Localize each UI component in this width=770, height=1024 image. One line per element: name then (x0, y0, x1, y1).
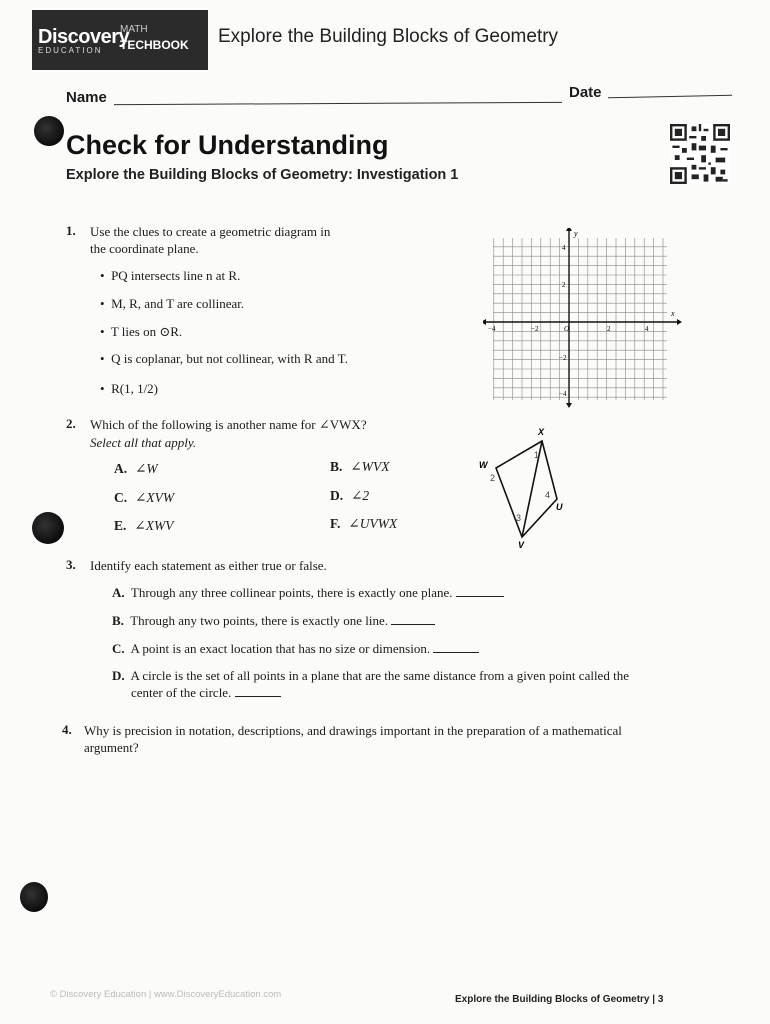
point-label-u: U (556, 502, 563, 512)
coordinate-grid[interactable] (483, 228, 683, 408)
q2-option-c[interactable] (114, 490, 174, 506)
graph-y-tick: −2 (559, 354, 567, 362)
brand-logo (32, 10, 208, 70)
option-text: ∠2 (351, 488, 370, 503)
q1-clue: • T lies on ⊙R. (100, 324, 183, 339)
option-letter: B. (330, 459, 343, 474)
option-text: ∠WVX (350, 459, 390, 474)
header-title: Explore the Building Blocks of Geometry (218, 26, 559, 47)
answer-blank[interactable] (391, 624, 435, 625)
binder-hole-middle (32, 512, 64, 544)
graph-y-tick: −4 (559, 390, 567, 398)
q2-number: 2. (66, 416, 76, 431)
q4-prompt-line2: argument? (84, 740, 139, 755)
graph-x-tick: 4 (645, 325, 649, 333)
statement-text: A point is an exact location that has no size or dimension. (130, 641, 431, 656)
answer-blank[interactable] (235, 696, 281, 697)
answer-blank[interactable] (433, 652, 479, 653)
point-label-w: W (479, 460, 488, 470)
qr-code-icon (670, 124, 730, 184)
angle-label-4: 4 (545, 490, 551, 500)
q2-option-f[interactable] (330, 516, 397, 532)
option-letter: D. (330, 488, 344, 503)
q2-option-a[interactable] (114, 461, 158, 477)
statement-letter: C. (112, 641, 125, 656)
brand-sub: EDUCATION (38, 46, 103, 55)
angle-label-1: 1 (534, 450, 540, 460)
angle-label-2: 2 (490, 473, 496, 483)
q3-statement-d-cont (131, 684, 281, 701)
q2-option-e[interactable] (114, 518, 173, 534)
q1-clue-text: T lies on ⊙R. (110, 324, 183, 339)
option-letter: A. (114, 461, 128, 476)
q4-prompt-line1: Why is precision in notation, descriptions, and drawings important in the preparation of a mathematical (84, 723, 622, 738)
statement-letter: A. (112, 585, 125, 600)
footer-copyright: © Discovery Education | www.DiscoveryEducation.com (50, 989, 282, 1000)
statement-text: Through any three collinear points, there is exactly one plane. (130, 585, 453, 600)
q1-clue: • Q is coplanar, but not collinear, with R and T. (100, 351, 348, 366)
q1-prompt-line1: Use the clues to create a geometric diagram in (90, 224, 331, 239)
point-label-x: X (538, 427, 545, 437)
option-letter: F. (330, 516, 341, 531)
q2-option-d[interactable] (330, 488, 369, 504)
binder-hole-top (34, 116, 64, 146)
q3-statement-a (112, 584, 504, 601)
footer-page-info: Explore the Building Blocks of Geometry | 3 (455, 994, 664, 1005)
q3-statement-b (112, 612, 435, 629)
q2-prompt: Which of the following is another name for ∠VWX? (90, 417, 367, 432)
q1-clue: • M, R, and T are collinear. (100, 296, 245, 311)
angle-figure (472, 424, 582, 552)
statement-letter: D. (112, 668, 125, 683)
point-label-v: V (518, 540, 525, 550)
graph-y-tick: 2 (562, 281, 566, 289)
graph-x-tick: −2 (531, 325, 539, 333)
date-field[interactable] (608, 95, 732, 99)
q3-prompt: Identify each statement as either true or false. (90, 558, 327, 573)
answer-blank[interactable] (456, 596, 504, 597)
statement-letter: B. (112, 613, 124, 628)
q1-prompt-line2: the coordinate plane. (90, 241, 199, 256)
q3-statement-c (112, 640, 479, 657)
page-title: Check for Understanding (66, 130, 389, 160)
q1-clue: • R(1, 1/2) (100, 381, 159, 396)
option-letter: C. (114, 490, 128, 505)
q4-answer-area[interactable] (84, 760, 704, 960)
angle-label-3: 3 (516, 513, 522, 523)
option-text: ∠XWV (134, 518, 174, 533)
q1-clue-text: M, R, and T are collinear. (111, 296, 245, 311)
option-text: ∠UVWX (348, 516, 398, 531)
statement-text: center of the circle. (131, 685, 232, 700)
option-text: ∠XVW (135, 490, 175, 505)
option-letter: E. (114, 518, 127, 533)
q1-clue-text: Q is coplanar, but not collinear, with R and T. (111, 351, 348, 366)
statement-text: A circle is the set of all points in a plane that are the same distance from a given point called the (130, 668, 629, 683)
q3-statement-d (112, 667, 629, 684)
graph-origin: O (564, 325, 570, 333)
binder-hole-bottom (20, 882, 48, 912)
q1-clue-text: PQ intersects line n at R. (111, 268, 241, 283)
option-text: ∠W (135, 461, 158, 476)
q2-option-b[interactable] (330, 459, 389, 475)
date-label: Date (569, 84, 602, 101)
q1-clue: • PQ intersects line n at R. (100, 268, 241, 283)
q2-instruction: Select all that apply. (90, 435, 197, 450)
statement-text: Through any two points, there is exactly one line. (130, 613, 388, 628)
graph-x-label: x (671, 309, 675, 318)
name-field[interactable] (114, 102, 562, 105)
brand-name: Discovery (38, 26, 130, 48)
q1-clue-text: R(1, 1/2) (111, 381, 159, 396)
product-top: MATH (120, 24, 148, 35)
name-label: Name (66, 89, 107, 106)
graph-y-label: y (574, 229, 578, 238)
q1-number: 1. (66, 223, 76, 238)
graph-x-tick: −4 (488, 325, 496, 333)
graph-x-tick: 2 (607, 325, 611, 333)
q4-number: 4. (62, 722, 72, 737)
graph-y-tick: 4 (562, 244, 566, 252)
q3-number: 3. (66, 557, 76, 572)
product-bottom: TECHBOOK (120, 38, 189, 52)
page-subtitle: Explore the Building Blocks of Geometry: Investigation 1 (66, 167, 459, 183)
